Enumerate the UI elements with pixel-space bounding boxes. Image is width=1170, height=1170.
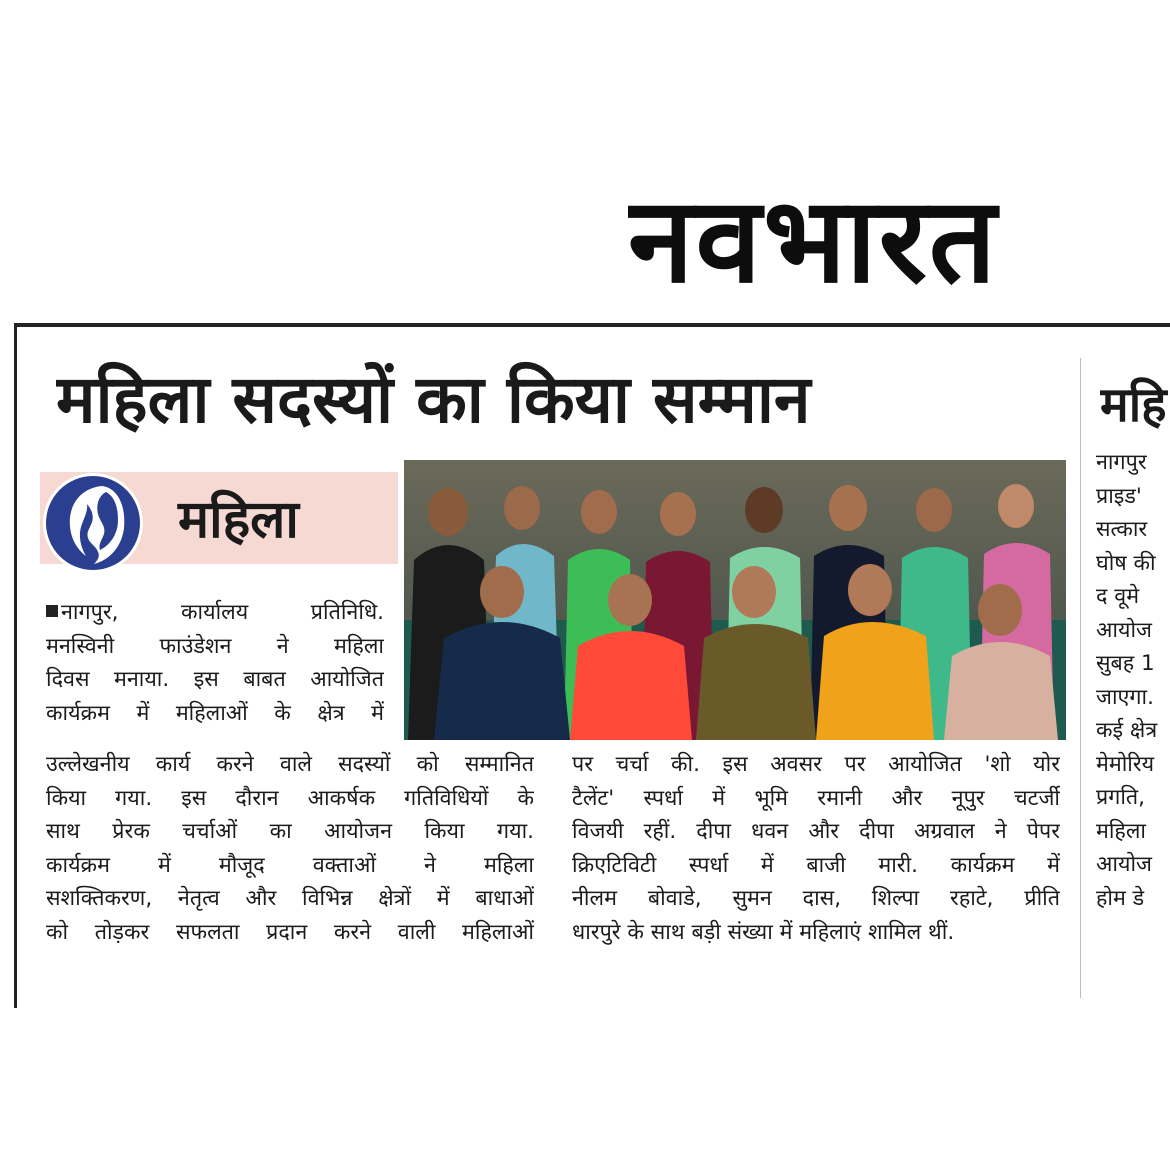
article-line: टैलेंट' स्पर्धा में भूमि रमानी और नूपुर चटर्जी: [572, 785, 1060, 811]
article-line: उल्लेखनीय कार्य करने वाले सदस्यों को सम्मानित: [46, 752, 534, 777]
page-frame-top-rule: [14, 323, 1170, 327]
newspaper-masthead: नवभारत: [628, 175, 999, 305]
article-headline: महिला सदस्यों का किया सम्मान: [56, 361, 811, 438]
article-line: सशक्तिकरण, नेतृत्व और विभिन्न क्षेत्रों में बाधाओं: [46, 886, 534, 911]
bullet-square-icon: [46, 605, 58, 617]
article-line: मेमोरिय: [1096, 751, 1155, 777]
article-line: पर चर्चा की. इस अवसर पर आयोजित 'शो योर: [572, 752, 1060, 777]
article-line: घोष की: [1096, 550, 1156, 576]
article-line: प्राइड': [1096, 483, 1142, 509]
article-line: होम डे: [1096, 885, 1145, 911]
article-line: आयोज: [1096, 852, 1152, 877]
article-line: क्रिएटिविटी स्पर्धा में बाजी मारी. कार्यक्रम में: [572, 852, 1060, 878]
article-line: साथ प्रेरक चर्चाओं का आयोजन किया गया.: [46, 819, 534, 844]
article-line: धारपुरे के साथ बड़ी संख्या में महिलाएं शामिल थीं.: [572, 919, 955, 945]
article-line: प्रगति,: [1096, 785, 1145, 810]
article-line: मनस्विनी फाउंडेशन ने महिला: [46, 633, 384, 659]
article-line: आयोज: [1096, 617, 1152, 643]
article-line: किया गया. इस दौरान आकर्षक गतिविधियों के: [46, 785, 534, 811]
article-line: कार्यक्रम में महिलाओं के क्षेत्र में: [46, 700, 384, 726]
article-line: कार्यक्रम में मौजूद वक्ताओं ने महिला: [46, 852, 534, 878]
section-label: महिला: [178, 490, 299, 550]
article-line: विजयी रहीं. दीपा धवन और दीपा अग्रवाल ने पेपर: [572, 819, 1060, 844]
article-line: जाएगा.: [1096, 684, 1154, 710]
dateline: नागपुर, कार्यालय प्रतिनिधि.: [61, 600, 384, 625]
article-line: सुबह 1: [1096, 651, 1155, 676]
group-photo: [404, 460, 1066, 740]
page-frame-left-rule: [14, 323, 17, 1008]
column-divider: [1080, 358, 1081, 998]
article-right-column: [572, 748, 1060, 949]
article-line: महिला: [1096, 818, 1146, 844]
adjacent-article-column: [1096, 446, 1170, 915]
article-left-column: [46, 748, 534, 949]
woman-profile-logo-icon: [40, 470, 146, 576]
article-line: नागपुर: [1096, 450, 1147, 475]
article-line: नीलम बोवाडे, सुमन दास, शिल्पा रहाटे, प्रीति: [572, 886, 1060, 911]
article-line: को तोड़कर सफलता प्रदान करने वाली महिलाओं: [46, 919, 534, 945]
article-line: सत्कार: [1096, 517, 1148, 542]
article-intro-column: [46, 596, 384, 730]
article-line: द वूमे: [1096, 584, 1140, 609]
adjacent-article-headline: महि: [1100, 377, 1167, 433]
article-line: [46, 596, 384, 630]
article-line: कई क्षेत्र: [1096, 718, 1158, 743]
article-line: दिवस मनाया. इस बाबत आयोजित: [46, 667, 384, 692]
